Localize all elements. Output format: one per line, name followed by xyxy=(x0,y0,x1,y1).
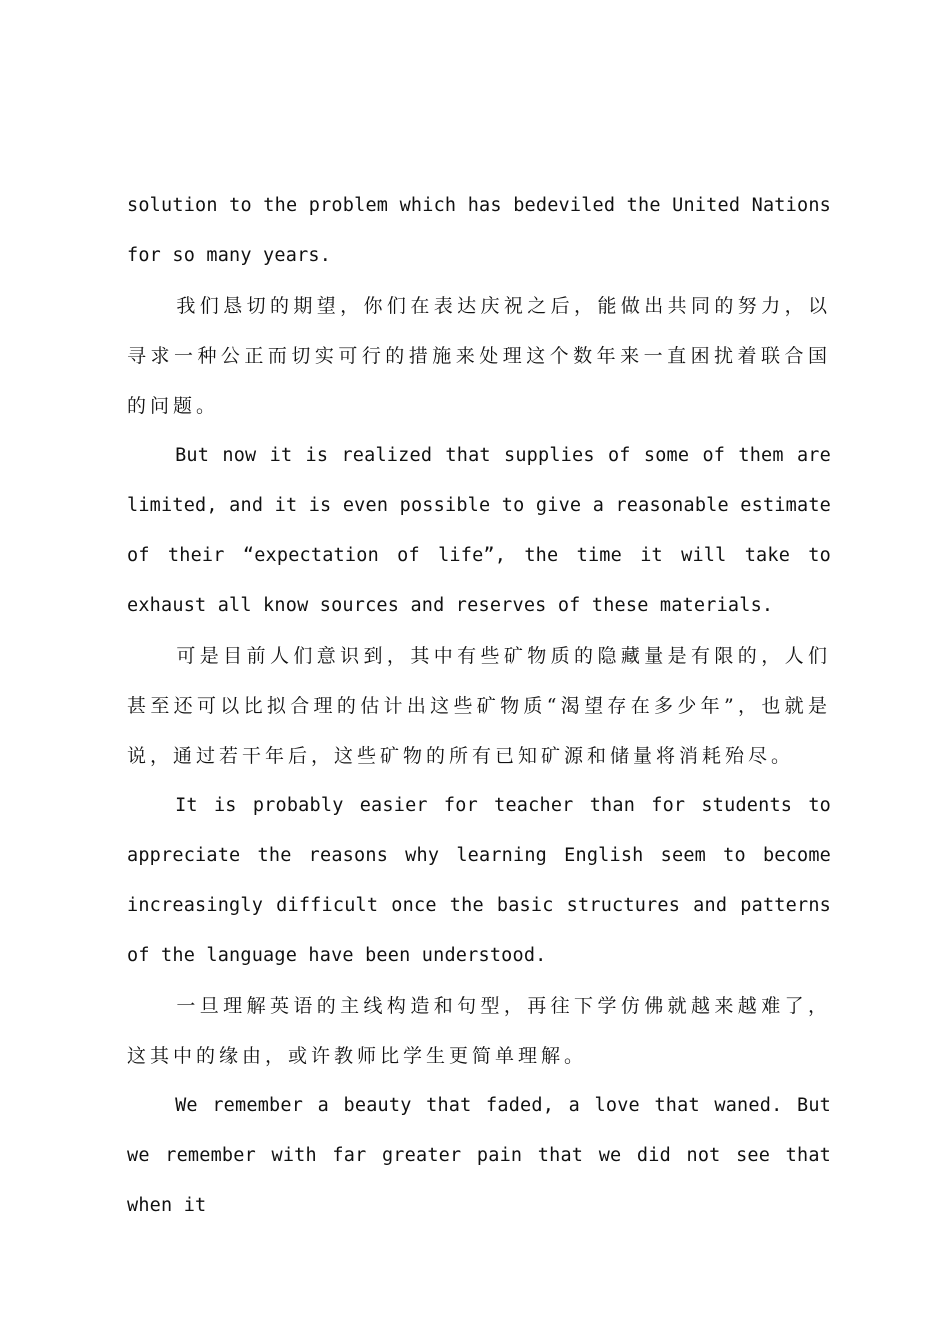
paragraph-en-3: It is probably easier for teacher than for students to appreciate the reasons why learning English seem to become increasingly difficult once the basic structures and patterns of the language have been understood. xyxy=(127,795,831,966)
paragraph-en-4: We remember a beauty that faded, a love that waned. But we remember with far greater pain that we did not see that when it xyxy=(127,1095,831,1216)
document-body xyxy=(127,181,831,1231)
paragraph-zh-2: 可是目前人们意识到，其中有些矿物质的隐藏量是有限的，人们甚至还可以比拟合理的估计出这些矿物质“渴望存在多少年”，也就是说，通过若干年后，这些矿物的所有已知矿源和储量将消耗殆尽。 xyxy=(127,645,831,767)
paragraph-zh-3: 一旦理解英语的主线构造和句型，再往下学仿佛就越来越难了，这其中的缘由，或许教师比学生更简单理解。 xyxy=(127,995,831,1067)
paragraph-en-2: But now it is realized that supplies of some of them are limited, and it is even possible to give a reasonable estimate of their “expectation of life”, the time it will take to exhaust all know sources and reserves of these materials. xyxy=(127,445,831,616)
paragraph-en-1: solution to the problem which has bedeviled the United Nations for so many years. xyxy=(127,195,831,266)
paragraph-zh-1: 我们恳切的期望，你们在表达庆祝之后，能做出共同的努力，以寻求一种公正而切实可行的措施来处理这个数年来一直困扰着联合国的问题。 xyxy=(127,295,831,417)
